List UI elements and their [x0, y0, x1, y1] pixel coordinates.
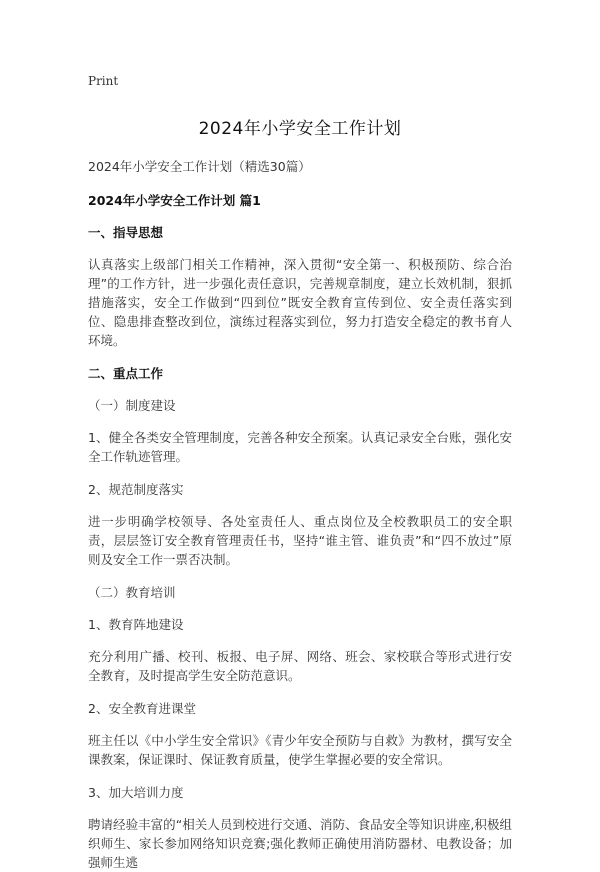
paragraph-item-2: 进一步明确学校领导、各处室责任人、重点岗位及全校教职员工的安全职责，层层签订安全教育管理责任书，坚持“谁主管、谁负责”和“四不放过”原则及安全工作一票否决制。 [88, 514, 512, 567]
subheading-system: （一）制度建设 [88, 398, 176, 413]
page-title: 2024年小学安全工作计划 [198, 119, 402, 139]
item-heading-2: 2、规范制度落实 [88, 482, 184, 497]
paragraph-item-1: 1、健全各类安全管理制度，完善各种安全预案。认真记录安全台账，强化安全工作轨迹管理。 [88, 430, 512, 464]
paragraph-training-3: 聘请经验丰富的“相关人员到校进行交通、消防、食品安全等知识讲座,积极组织师生、家长参加网络知识竞赛;强化教师正确使用消防器材、电教设备；加强师生逃 [88, 817, 512, 870]
article-title: 2024年小学安全工作计划 篇1 [88, 193, 261, 208]
document-subtitle: 2024年小学安全工作计划（精选30篇） [88, 159, 311, 174]
item-heading-training-2: 2、安全教育进课堂 [88, 701, 196, 716]
item-heading-training-1: 1、教育阵地建设 [88, 617, 184, 632]
paragraph-training-1: 充分利用广播、校刊、板报、电子屏、网络、班会、家校联合等形式进行安全教育，及时提高学生安全防范意识。 [88, 649, 512, 683]
paragraph-guiding: 认真落实上级部门相关工作精神，深入贯彻“安全第一、积极预防、综合治理”的工作方针，进一步强化责任意识，完善规章制度，建立长效机制，狠抓措施落实，安全工作做到“四到位”既安全教育宣传到位、安全责任落实到位、隐患排查整改到位，演练过程落实到位，努力打造安全稳定的教书育人环境。 [88, 257, 512, 348]
section-heading-key-work: 二、重点工作 [88, 366, 164, 381]
subheading-training: （二）教育培训 [88, 585, 176, 600]
print-link[interactable]: Print [88, 74, 119, 88]
paragraph-training-2: 班主任以《中小学生安全常识》《青少年安全预防与自救》为教材，撰写安全课教案，保证课时、保证教育质量，使学生掌握必要的安全常识。 [88, 733, 512, 767]
section-heading-guiding: 一、指导思想 [88, 225, 164, 240]
item-heading-training-3: 3、加大培训力度 [88, 785, 184, 800]
